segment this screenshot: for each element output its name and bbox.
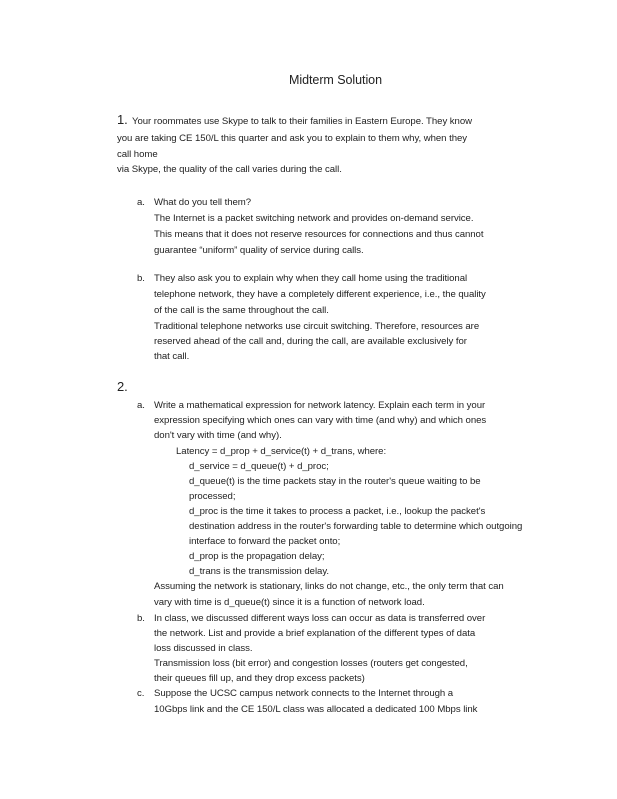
latency-term: destination address in the router's forwarding table to determine which outgoing: [189, 521, 523, 532]
question-1-text: via Skype, the quality of the call varies during the call.: [117, 164, 342, 175]
q2b-question: the network. List and provide a brief explanation of the different types of data: [154, 628, 476, 639]
q1b-answer: Traditional telephone networks use circuit switching. Therefore, resources are: [154, 321, 480, 332]
q1a-answer: guarantee “uniform” quality of service during calls.: [154, 245, 364, 256]
latency-formula: Latency = d_prop + d_service(t) + d_trans, where:: [176, 446, 387, 457]
q1b-answer: that call.: [154, 351, 190, 362]
q2b-label: b.: [137, 613, 145, 624]
q2a-question: don't vary with time (and why).: [154, 430, 282, 441]
q2a-question: Write a mathematical expression for network latency. Explain each term in your: [154, 400, 486, 411]
question-2-number: 2.: [117, 379, 128, 394]
q1a-answer: The Internet is a packet switching network and provides on-demand service.: [154, 213, 474, 224]
q2c-question: Suppose the UCSC campus network connects to the Internet through a: [154, 688, 454, 699]
q1a-label: a.: [137, 197, 145, 208]
q2a-label: a.: [137, 400, 145, 411]
q2c-label: c.: [137, 688, 145, 699]
latency-term: interface to forward the packet onto;: [189, 536, 341, 547]
q1b-label: b.: [137, 273, 145, 284]
q1b-question: of the call is the same throughout the call.: [154, 305, 329, 316]
latency-term: d_proc is the time it takes to process a packet, i.e., lookup the packet's: [189, 506, 486, 517]
q2b-question: loss discussed in class.: [154, 643, 253, 654]
latency-term: d_queue(t) is the time packets stay in the router's queue waiting to be: [189, 476, 481, 487]
q2b-answer: Transmission loss (bit error) and congestion losses (routers get congested,: [154, 658, 468, 669]
question-1-text: Your roommates use Skype to talk to their families in Eastern Europe. They know: [132, 116, 472, 127]
latency-term: d_trans is the transmission delay.: [189, 566, 329, 577]
latency-term: d_service = d_queue(t) + d_proc;: [189, 461, 329, 472]
q1b-question: They also ask you to explain why when they call home using the traditional: [154, 273, 468, 284]
q2a-conclusion: Assuming the network is stationary, links do not change, etc., the only term that can: [154, 581, 504, 592]
question-1-text: you are taking CE 150/L this quarter and ask you to explain to them why, when they: [117, 133, 468, 144]
q1a-question: What do you tell them?: [154, 197, 252, 208]
latency-term: d_prop is the propagation delay;: [189, 551, 325, 562]
page-title: Midterm Solution: [289, 73, 382, 87]
q2c-question: 10Gbps link and the CE 150/L class was allocated a dedicated 100 Mbps link: [154, 704, 478, 715]
latency-term: processed;: [189, 491, 236, 502]
q1b-answer: reserved ahead of the call and, during the call, are available exclusively for: [154, 336, 467, 347]
question-1-number: 1.: [117, 112, 128, 127]
q2b-question: In class, we discussed different ways loss can occur as data is transferred over: [154, 613, 486, 624]
question-1-text: call home: [117, 149, 158, 160]
q2b-answer: their queues fill up, and they drop excess packets): [154, 673, 365, 684]
q1a-answer: This means that it does not reserve resources for connections and thus cannot: [154, 229, 484, 240]
q2a-conclusion: vary with time is d_queue(t) since it is a function of network load.: [154, 597, 425, 608]
q1b-question: telephone network, they have a completely different experience, i.e., the quality: [154, 289, 486, 300]
q2a-question: expression specifying which ones can vary with time (and why) and which ones: [154, 415, 487, 426]
